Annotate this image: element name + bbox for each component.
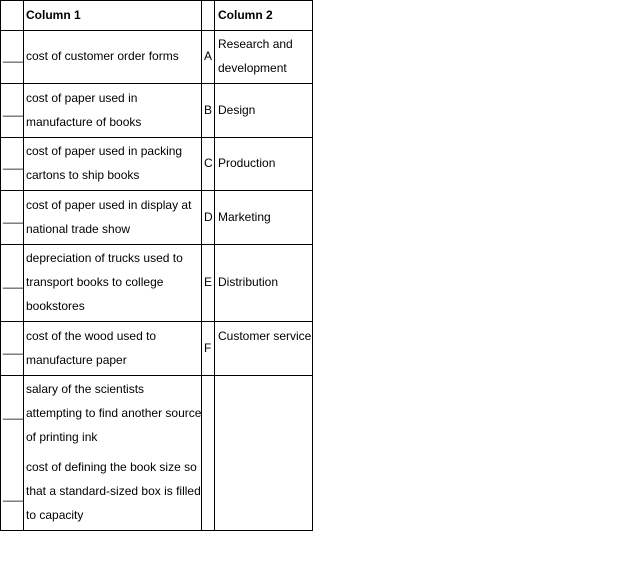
- option-letter: B: [204, 103, 213, 117]
- column1-item: cost of defining the book size so that a standard-sized box is filled to capacity: [26, 460, 201, 522]
- option-label: Customer service: [218, 329, 312, 343]
- row-divider: [1, 83, 312, 84]
- column1-item: cost of paper used in packing cartons to ship books: [26, 144, 183, 182]
- answer-blank[interactable]: ___: [3, 275, 24, 289]
- option-label: Design: [218, 103, 256, 117]
- column1-item: salary of the scientists attempting to find another source of printing ink: [26, 382, 202, 444]
- option-letter: D: [204, 210, 213, 224]
- option-label: Marketing: [218, 210, 271, 224]
- option-letter: C: [204, 156, 213, 170]
- option-letter: F: [204, 341, 212, 355]
- option-letter: E: [204, 275, 213, 289]
- column-divider: [214, 1, 215, 530]
- answer-blank[interactable]: ___: [3, 210, 24, 224]
- matching-table: [0, 0, 313, 531]
- column1-item: cost of paper used in display at national trade show: [26, 198, 192, 236]
- answer-blank[interactable]: ___: [3, 103, 24, 117]
- row-divider: [1, 137, 312, 138]
- option-label: Distribution: [218, 275, 279, 289]
- column1-item: cost of customer order forms: [26, 49, 179, 63]
- column1-item: cost of paper used in manufacture of books: [26, 91, 142, 129]
- answer-blank[interactable]: ___: [3, 341, 24, 355]
- column-divider: [23, 1, 24, 530]
- column2-header: Column 2: [218, 8, 273, 22]
- answer-blank[interactable]: ___: [3, 156, 24, 170]
- option-label: Production: [218, 156, 276, 170]
- column1-item: cost of the wood used to manufacture paper: [26, 329, 157, 367]
- column1-item: depreciation of trucks used to transport books to college bookstores: [26, 251, 183, 313]
- row-divider: [1, 321, 312, 322]
- row-divider: [1, 244, 312, 245]
- answer-blank[interactable]: ___: [3, 406, 24, 420]
- answer-blank[interactable]: ___: [3, 488, 24, 502]
- row-divider: [1, 30, 312, 31]
- answer-blank[interactable]: ___: [3, 49, 24, 63]
- option-label: Research and development: [218, 37, 293, 75]
- row-divider: [1, 375, 312, 376]
- row-divider: [1, 190, 312, 191]
- column1-header: Column 1: [26, 8, 81, 22]
- option-letter: A: [204, 49, 213, 63]
